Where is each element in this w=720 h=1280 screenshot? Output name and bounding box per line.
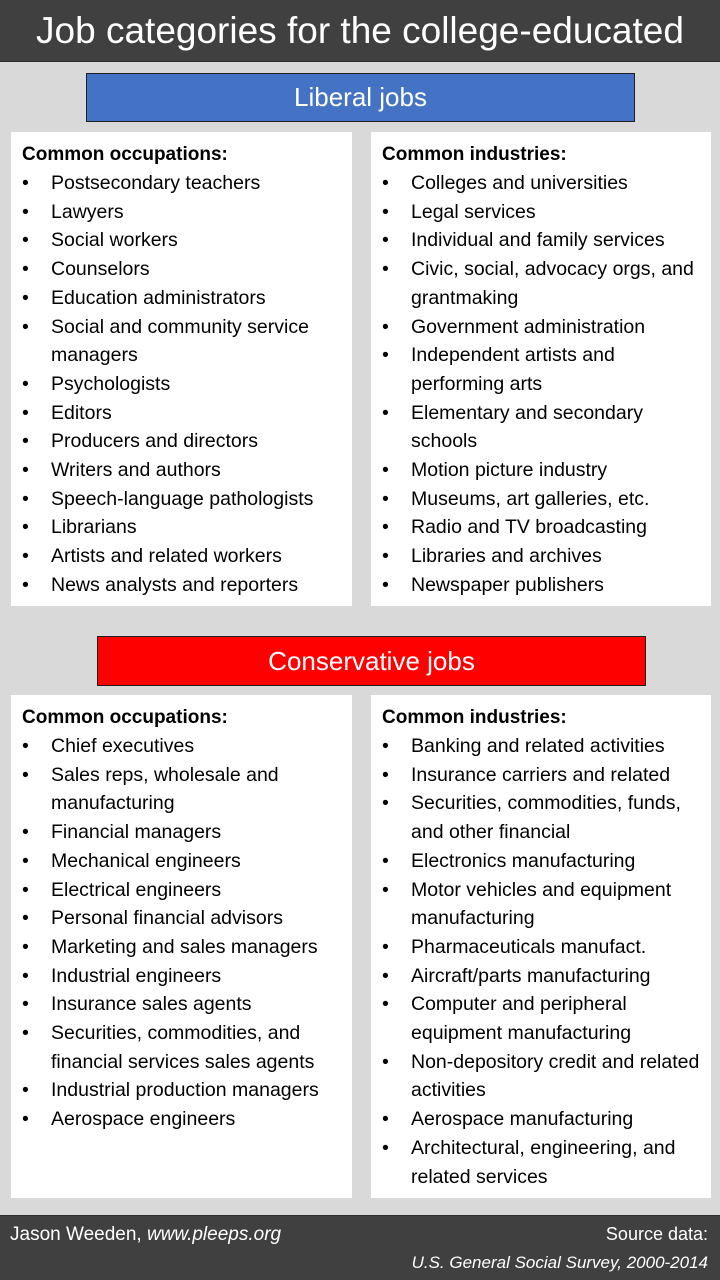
- conservative-industries-list: [382, 732, 703, 1191]
- list-item: • Architectural, engineering, and related services: [382, 1134, 703, 1191]
- list-item: • Insurance carriers and related: [382, 761, 703, 790]
- list-item: • Personal financial advisors: [22, 904, 344, 933]
- list-item: • Speech-language pathologists: [22, 485, 344, 514]
- list-item: • Banking and related activities: [382, 732, 703, 761]
- list-item: • Electrical engineers: [22, 876, 344, 905]
- list-item: • Elementary and secondary schools: [382, 399, 703, 456]
- list-item: • Producers and directors: [22, 427, 344, 456]
- conservative-occupations-panel: [11, 695, 352, 1198]
- list-item: • Civic, social, advocacy orgs, and grantmaking: [382, 255, 703, 312]
- liberal-industries-panel: [371, 132, 711, 606]
- conservative-industries-panel: [371, 695, 711, 1198]
- list-item: • Electronics manufacturing: [382, 847, 703, 876]
- author-name: Jason Weeden,: [10, 1224, 142, 1245]
- liberal-industries-heading: Common industries:: [382, 144, 567, 165]
- list-item: • Artists and related workers: [22, 542, 344, 571]
- footer: [0, 1215, 720, 1280]
- liberal-industries-list: [382, 169, 703, 600]
- list-item: • Government administration: [382, 313, 703, 342]
- list-item: • Mechanical engineers: [22, 847, 344, 876]
- list-item: • Librarians: [22, 513, 344, 542]
- liberal-occupations-list: [22, 169, 344, 600]
- list-item: • Libraries and archives: [382, 542, 703, 571]
- list-item: • Financial managers: [22, 818, 344, 847]
- footer-author-line: [10, 1224, 281, 1246]
- list-item: • Industrial engineers: [22, 962, 344, 991]
- source-value: U.S. General Social Survey, 2000-2014: [411, 1253, 708, 1272]
- list-item: • Psychologists: [22, 370, 344, 399]
- list-item: • Motion picture industry: [382, 456, 703, 485]
- list-item: • Education administrators: [22, 284, 344, 313]
- page-title: Job categories for the college-educated: [0, 0, 720, 62]
- list-item: • Sales reps, wholesale and manufacturing: [22, 761, 344, 818]
- website-link[interactable]: www.pleeps.org: [146, 1224, 282, 1245]
- liberal-jobs-header: Liberal jobs: [86, 73, 635, 122]
- source-label: Source data:: [605, 1224, 708, 1244]
- list-item: • Insurance sales agents: [22, 990, 344, 1019]
- list-item: • Securities, commodities, funds, and other financial: [382, 789, 703, 846]
- list-item: • Social workers: [22, 226, 344, 255]
- list-item: • Radio and TV broadcasting: [382, 513, 703, 542]
- list-item: • News analysts and reporters: [22, 571, 344, 600]
- list-item: • Chief executives: [22, 732, 344, 761]
- list-item: • Individual and family services: [382, 226, 703, 255]
- list-item: • Motor vehicles and equipment manufacturing: [382, 876, 703, 933]
- list-item: • Marketing and sales managers: [22, 933, 344, 962]
- list-item: • Counselors: [22, 255, 344, 284]
- list-item: • Aerospace manufacturing: [382, 1105, 703, 1134]
- list-item: • Postsecondary teachers: [22, 169, 344, 198]
- list-item: • Industrial production managers: [22, 1076, 344, 1105]
- conservative-occupations-list: [22, 732, 344, 1134]
- list-item: • Independent artists and performing arts: [382, 341, 703, 398]
- list-item: • Museums, art galleries, etc.: [382, 485, 703, 514]
- list-item: • Securities, commodities, and financial services sales agents: [22, 1019, 344, 1076]
- liberal-occupations-heading: Common occupations:: [22, 144, 228, 165]
- list-item: • Aerospace engineers: [22, 1105, 344, 1134]
- list-item: • Colleges and universities: [382, 169, 703, 198]
- list-item: • Non-depository credit and related activities: [382, 1048, 703, 1105]
- list-item: • Lawyers: [22, 198, 344, 227]
- list-item: • Aircraft/parts manufacturing: [382, 962, 703, 991]
- list-item: • Newspaper publishers: [382, 571, 703, 600]
- list-item: • Social and community service managers: [22, 313, 344, 370]
- conservative-industries-heading: Common industries:: [382, 707, 567, 728]
- list-item: • Writers and authors: [22, 456, 344, 485]
- conservative-occupations-heading: Common occupations:: [22, 707, 228, 728]
- list-item: • Computer and peripheral equipment manufacturing: [382, 990, 703, 1047]
- list-item: • Legal services: [382, 198, 703, 227]
- list-item: • Pharmaceuticals manufact.: [382, 933, 703, 962]
- liberal-occupations-panel: [11, 132, 352, 606]
- list-item: • Editors: [22, 399, 344, 428]
- conservative-jobs-header: Conservative jobs: [97, 636, 646, 686]
